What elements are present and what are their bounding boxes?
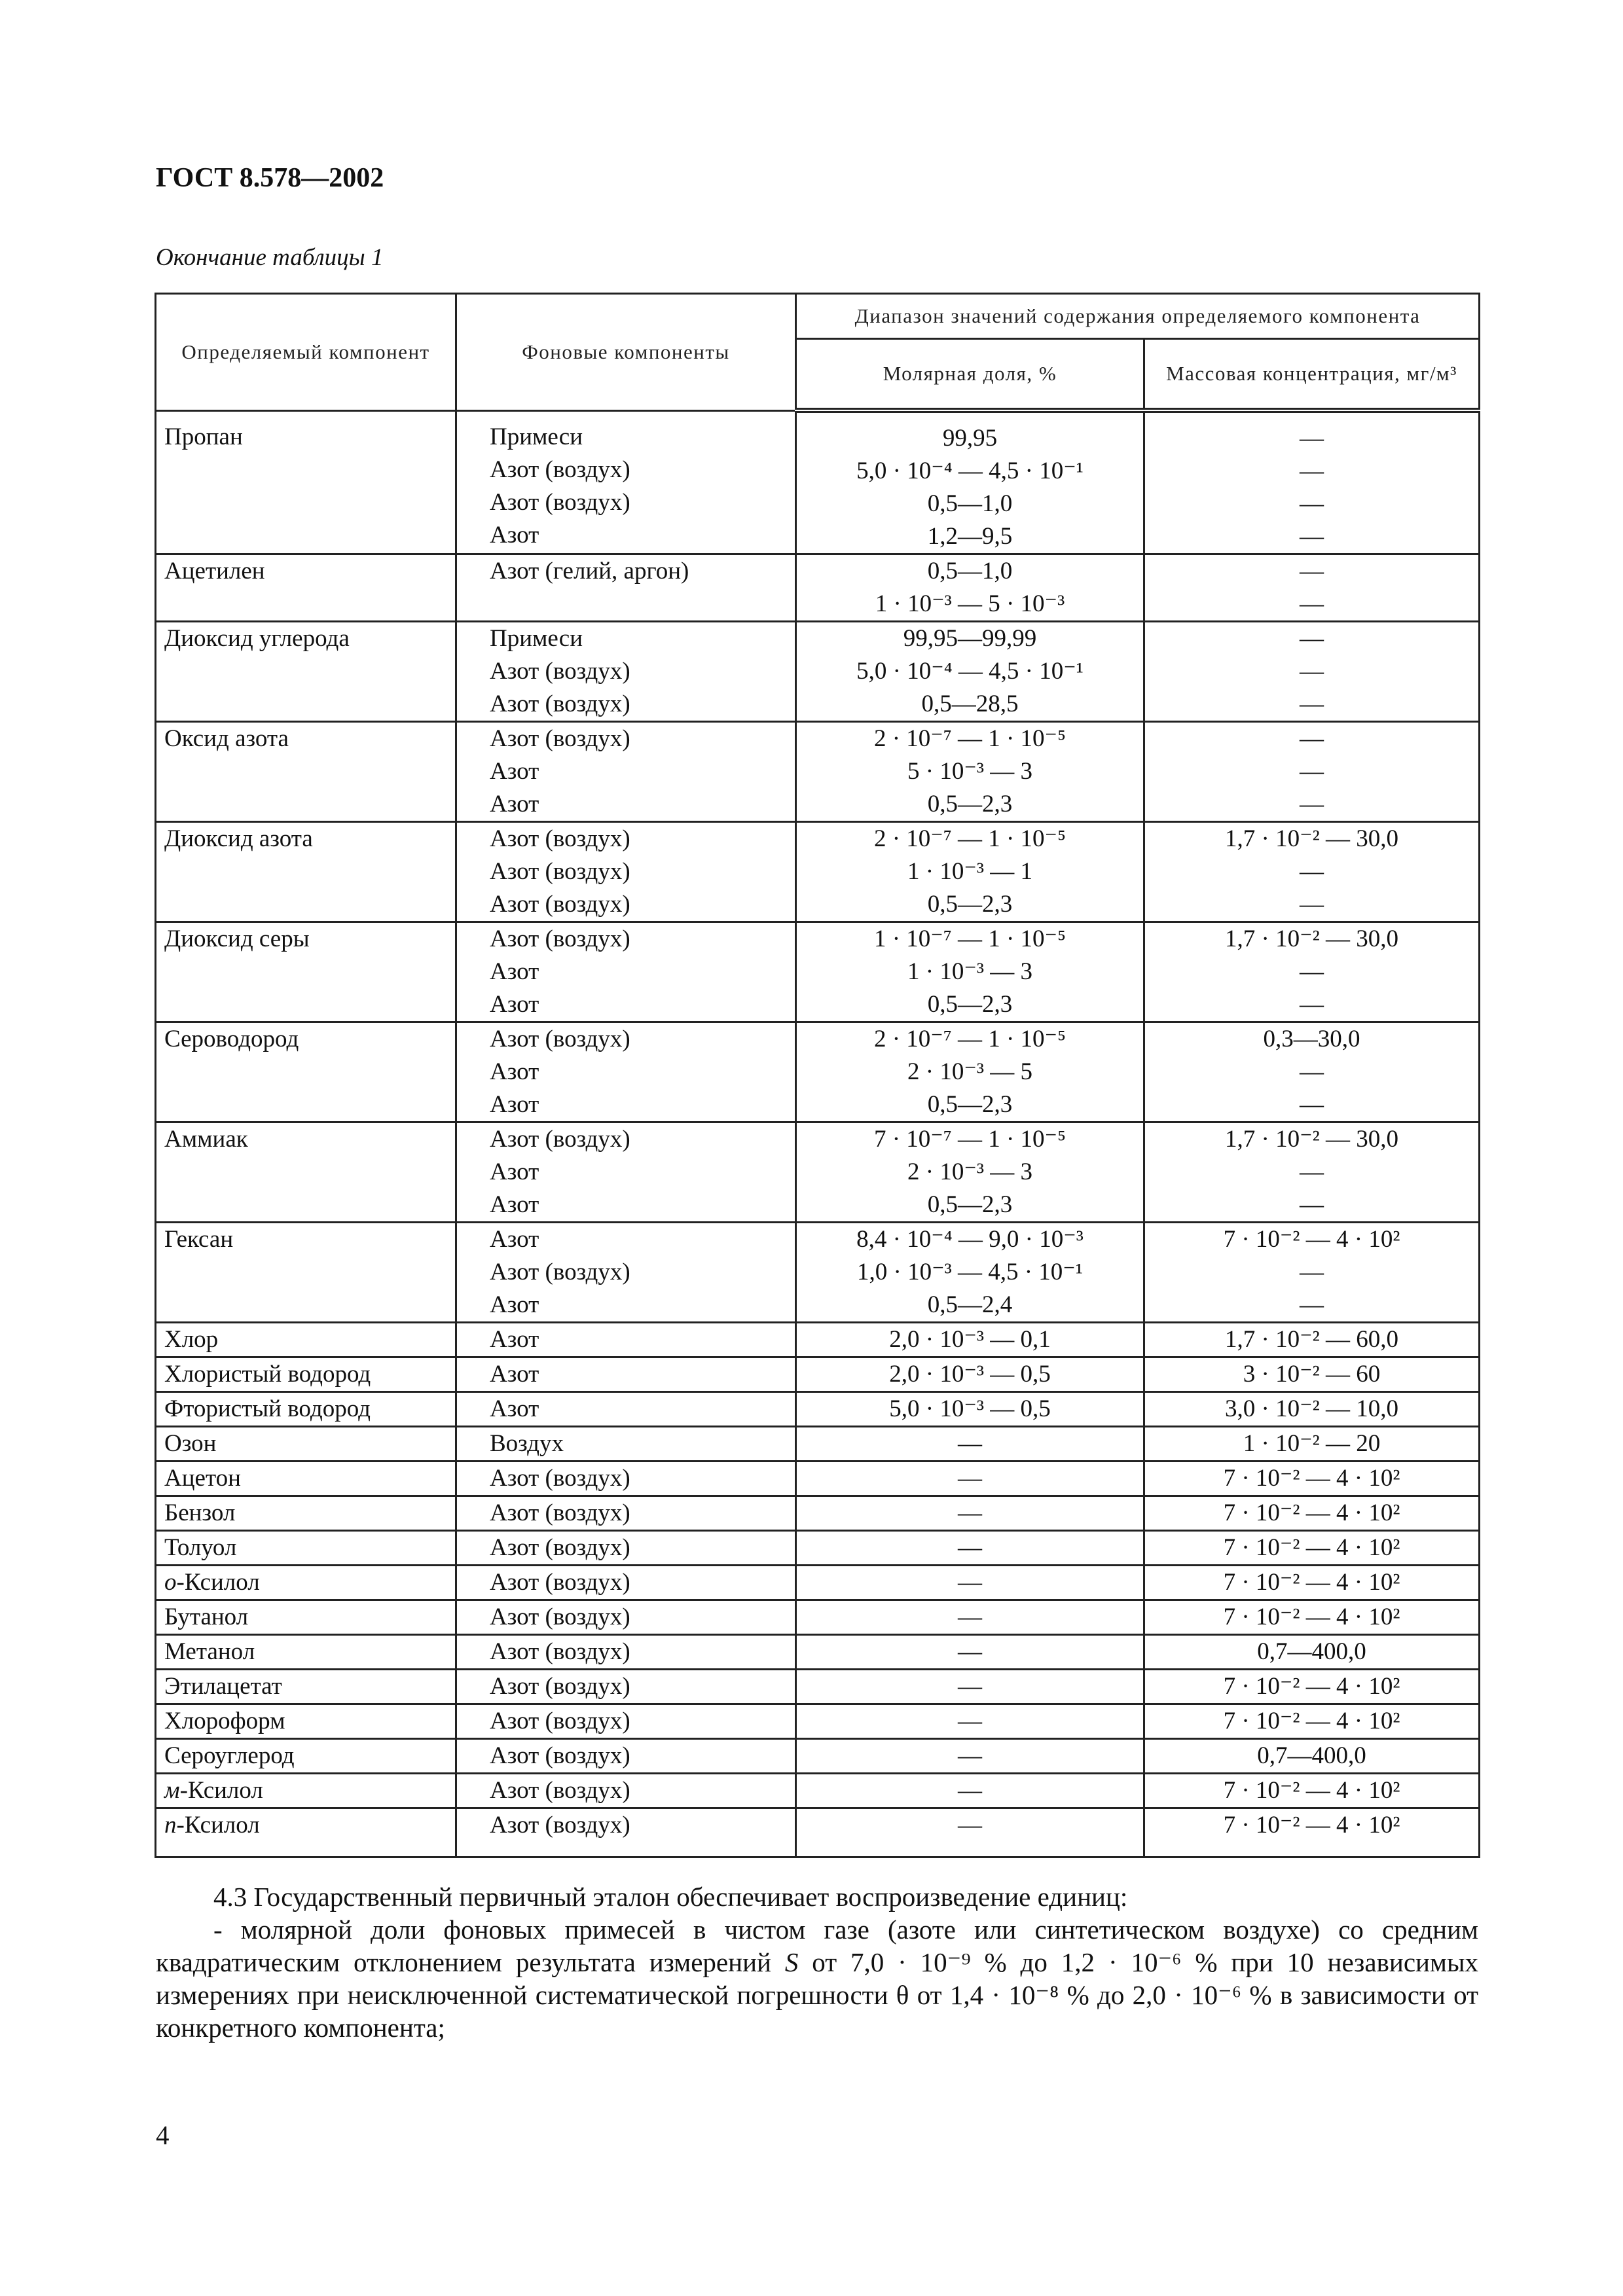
molar-value: 2 · 10⁻⁷ — 1 · 10⁻⁵ [873,725,1066,752]
background-value: Азот (воздух) [490,1742,630,1769]
background-value: Азот (воздух) [490,1812,630,1839]
cell-background [456,1531,796,1566]
mass-value: — [1300,590,1324,617]
mass-value: 1,7 · 10⁻² — 60,0 [1225,1326,1398,1353]
component-name: Диоксид азота [164,825,313,852]
table-row [156,1122,1480,1223]
mass-value: — [1300,691,1324,717]
cell-molar [796,1808,1144,1857]
cell-component [156,1427,456,1462]
mass-value: — [1300,1158,1324,1185]
cell-component [156,1774,456,1808]
molar-value: — [958,1499,982,1526]
molar-value: — [958,1708,982,1734]
mass-value: 3,0 · 10⁻² — 10,0 [1225,1395,1398,1422]
component-name: Аммиак [164,1126,248,1153]
header-component: Определяемый компонент [156,294,456,411]
background-value: Азот (воздух) [490,1126,630,1153]
background-value: Азот (воздух) [490,1465,630,1492]
cell-component [156,1704,456,1739]
molar-value: 1,0 · 10⁻³ — 4,5 · 10⁻¹ [857,1259,1083,1285]
background-value: Азот [490,1326,539,1353]
background-value: Азот [490,1158,539,1185]
cell-molar [796,410,1144,554]
cell-component [156,1670,456,1704]
background-value: Азот (воздух) [490,858,630,885]
molar-value: 2,0 · 10⁻³ — 0,1 [889,1326,1051,1353]
mass-value: — [1300,1191,1324,1218]
background-value: Азот (воздух) [490,725,630,752]
mass-value: — [1300,625,1324,652]
component-name: Оксид азота [164,725,289,752]
mass-value: 7 · 10⁻² — 4 · 10² [1223,1777,1400,1804]
cell-background [456,410,796,554]
component-name: Ацетилен [164,558,265,584]
mass-value: 7 · 10⁻² — 4 · 10² [1223,1708,1400,1734]
cell-mass [1144,1392,1480,1427]
cell-component [156,1635,456,1670]
table-row [156,1600,1480,1635]
molar-value: 2 · 10⁻³ — 3 [907,1158,1032,1185]
cell-mass [1144,410,1480,554]
molar-value: 1,2—9,5 [927,523,1013,550]
background-value: Азот [490,991,539,1018]
cell-background [456,1670,796,1704]
background-value: Примеси [490,423,583,450]
component-name: Озон [164,1430,217,1457]
cell-component [156,1022,456,1122]
background-value: Азот [490,1226,539,1253]
component-name: Сероводород [164,1026,299,1052]
cell-component [156,722,456,822]
header-range: Диапазон значений содержания определяемого компонента [796,294,1480,339]
mass-value: — [1300,1291,1324,1318]
mass-value: — [1300,1091,1324,1118]
table-row [156,1739,1480,1774]
mass-value: — [1300,991,1324,1018]
mass-value: 1,7 · 10⁻² — 30,0 [1225,825,1398,852]
cell-mass [1144,1739,1480,1774]
cell-background [456,922,796,1022]
molar-value: 5 · 10⁻³ — 3 [907,758,1032,785]
molar-value: 5,0 · 10⁻⁴ — 4,5 · 10⁻¹ [856,457,1084,484]
cell-molar [796,1223,1144,1323]
cell-molar [796,1739,1144,1774]
mass-value: 7 · 10⁻² — 4 · 10² [1223,1673,1400,1700]
component-name: Фтористый водород [164,1395,371,1422]
molar-value: 2 · 10⁻⁷ — 1 · 10⁻⁵ [873,1026,1066,1052]
cell-component [156,1808,456,1857]
background-value: Азот (воздух) [490,1026,630,1052]
molar-value: 99,95 [942,425,998,452]
background-value: Азот (воздух) [490,1638,630,1665]
cell-background [456,1774,796,1808]
mass-value: — [1300,858,1324,885]
cell-mass [1144,1323,1480,1357]
molar-value: 2 · 10⁻⁷ — 1 · 10⁻⁵ [873,825,1066,852]
mass-value: 1 · 10⁻² — 20 [1243,1430,1381,1457]
component-name: м-Ксилол [164,1777,263,1804]
cell-mass [1144,922,1480,1022]
paragraph: - молярной доли фоновых примесей в чистом газе (азоте или синтетическом воздухе) со средним квадратическим отклонением результата измерений S от 7,0 · 10⁻⁹ % до 1,2 · 10⁻⁶ % при 10 независимых измерениях при неисключенной систематической погрешности θ от 1,4 · 10⁻⁸ % до 2,0 · 10⁻⁶ % в зависимости от конкретного компонента; [156,1914,1478,2043]
cell-molar [796,1022,1144,1122]
background-value: Азот (воздух) [490,691,630,717]
component-name: о-Ксилол [164,1569,260,1596]
cell-background [456,1808,796,1857]
component-name: Толуол [164,1534,237,1561]
background-value: Воздух [490,1430,564,1457]
component-name: Ацетон [164,1465,241,1492]
molar-value: — [958,1465,982,1492]
component-name: Хлороформ [164,1708,285,1734]
molar-value: — [958,1534,982,1561]
cell-background [456,1392,796,1427]
cell-component [156,1496,456,1531]
table-caption: Окончание таблицы 1 [156,244,384,271]
cell-mass [1144,1462,1480,1496]
component-name: Бутанол [164,1604,249,1630]
table-row [156,1427,1480,1462]
background-value: Азот [490,1291,539,1318]
cell-mass [1144,622,1480,722]
cell-molar [796,922,1144,1022]
cell-component [156,1600,456,1635]
molar-value: 5,0 · 10⁻⁴ — 4,5 · 10⁻¹ [856,658,1084,685]
background-value: Азот [490,1191,539,1218]
cell-molar [796,1566,1144,1600]
mass-value: — [1300,425,1324,452]
molar-value: — [958,1777,982,1804]
cell-component [156,1323,456,1357]
molar-value: 2,0 · 10⁻³ — 0,5 [889,1361,1051,1388]
cell-component [156,410,456,554]
table-row [156,1223,1480,1323]
cell-molar [796,1600,1144,1635]
table-row [156,1670,1480,1704]
background-value: Азот [490,791,539,817]
molar-value: — [958,1604,982,1630]
background-value: Азот (воздух) [490,1569,630,1596]
component-name: Хлор [164,1326,219,1353]
component-name: Диоксид углерода [164,625,350,652]
background-value: Азот [490,1361,539,1388]
table-row [156,1531,1480,1566]
table-row [156,1496,1480,1531]
cell-mass [1144,1531,1480,1566]
cell-mass [1144,1223,1480,1323]
cell-background [456,1496,796,1531]
cell-background [456,1323,796,1357]
cell-mass [1144,554,1480,622]
cell-mass [1144,1427,1480,1462]
cell-background [456,1635,796,1670]
background-value: Азот (воздух) [490,1777,630,1804]
header-mass: Массовая концентрация, мг/м³ [1144,339,1480,411]
cell-mass [1144,1357,1480,1392]
cell-background [456,1600,796,1635]
header-background: Фоновые компоненты [456,294,796,411]
table-row [156,410,1480,554]
molar-value: 7 · 10⁻⁷ — 1 · 10⁻⁵ [873,1126,1066,1153]
background-value: Азот [490,1091,539,1118]
molar-value: 0,5—2,3 [927,1091,1013,1118]
molar-value: — [958,1569,982,1596]
molar-value: — [958,1638,982,1665]
molar-value: 8,4 · 10⁻⁴ — 9,0 · 10⁻³ [856,1226,1084,1253]
table-row [156,1635,1480,1670]
molar-value: — [958,1673,982,1700]
cell-background [456,1704,796,1739]
molar-value: 5,0 · 10⁻³ — 0,5 [889,1395,1051,1422]
cell-molar [796,1122,1144,1223]
cell-component [156,1122,456,1223]
background-value: Азот (гелий, аргон) [490,558,689,584]
molar-value: — [958,1430,982,1457]
mass-value: 1,7 · 10⁻² — 30,0 [1225,925,1398,952]
background-value: Азот [490,758,539,785]
background-value: Азот (воздух) [490,1499,630,1526]
background-value: Азот (воздух) [490,1708,630,1734]
mass-value: 0,3—30,0 [1263,1026,1360,1052]
cell-mass [1144,1635,1480,1670]
background-value: Азот (воздух) [490,488,630,516]
mass-value: — [1300,758,1324,785]
cell-mass [1144,722,1480,822]
component-name: Пропан [164,423,243,450]
mass-value: 7 · 10⁻² — 4 · 10² [1223,1812,1400,1839]
mass-value: 7 · 10⁻² — 4 · 10² [1223,1465,1400,1492]
molar-value: 1 · 10⁻⁷ — 1 · 10⁻⁵ [873,925,1066,952]
molar-value: — [958,1812,982,1839]
mass-value: — [1300,457,1324,484]
molar-value: 0,5—1,0 [927,558,1013,584]
background-value: Азот (воздух) [490,1259,630,1285]
table-body [156,410,1480,1857]
table-row [156,554,1480,622]
table-row [156,822,1480,922]
cell-molar [796,1462,1144,1496]
mass-value: — [1300,891,1324,918]
component-name: Хлористый водород [164,1361,371,1388]
cell-molar [796,1323,1144,1357]
component-name: п-Ксилол [164,1812,260,1839]
mass-value: 7 · 10⁻² — 4 · 10² [1223,1226,1400,1253]
background-value: Азот (воздух) [490,1534,630,1561]
background-value: Азот [490,1395,539,1422]
background-value: Азот (воздух) [490,891,630,918]
component-name: Бензол [164,1499,236,1526]
cell-mass [1144,822,1480,922]
mass-value: — [1300,1058,1324,1085]
cell-mass [1144,1774,1480,1808]
table-row [156,622,1480,722]
component-name: Сероуглерод [164,1742,295,1769]
molar-value: 0,5—2,3 [927,891,1013,918]
background-value: Азот [490,521,539,548]
cell-molar [796,1392,1144,1427]
mass-value: 3 · 10⁻² — 60 [1243,1361,1381,1388]
data-table [155,293,1478,1858]
cell-component [156,554,456,622]
cell-component [156,1223,456,1323]
molar-value: 1 · 10⁻³ — 1 [907,858,1032,885]
table-row [156,1704,1480,1739]
cell-component [156,1462,456,1496]
cell-mass [1144,1670,1480,1704]
cell-component [156,822,456,922]
mass-value: — [1300,1259,1324,1285]
cell-background [456,1022,796,1122]
table-row [156,722,1480,822]
cell-background [456,822,796,922]
cell-mass [1144,1566,1480,1600]
cell-molar [796,1496,1144,1531]
mass-value: — [1300,725,1324,752]
cell-background [456,622,796,722]
cell-molar [796,622,1144,722]
molar-value: 0,5—2,3 [927,1191,1013,1218]
cell-molar [796,1635,1144,1670]
table-row [156,1566,1480,1600]
table-row [156,922,1480,1022]
cell-component [156,1739,456,1774]
component-name: Метанол [164,1638,255,1665]
header-molar: Молярная доля, % [796,339,1144,411]
molar-value: 1 · 10⁻³ — 3 [907,958,1032,985]
cell-molar [796,1670,1144,1704]
cell-component [156,622,456,722]
mass-value: — [1300,791,1324,817]
table-row [156,1357,1480,1392]
cell-background [456,1462,796,1496]
mass-value: — [1300,958,1324,985]
background-value: Примеси [490,625,583,652]
mass-value: 7 · 10⁻² — 4 · 10² [1223,1569,1400,1596]
cell-molar [796,1774,1144,1808]
cell-component [156,922,456,1022]
molar-value: 0,5—2,3 [927,991,1013,1018]
component-name: Гексан [164,1226,234,1253]
molar-value: 0,5—1,0 [927,490,1013,517]
table-row [156,1323,1480,1357]
molar-value: — [958,1742,982,1769]
cell-background [456,1739,796,1774]
document-code: ГОСТ 8.578—2002 [156,163,384,193]
cell-mass [1144,1022,1480,1122]
molar-value: 1 · 10⁻³ — 5 · 10⁻³ [875,590,1065,617]
cell-mass [1144,1600,1480,1635]
cell-molar [796,554,1144,622]
cell-component [156,1392,456,1427]
cell-component [156,1531,456,1566]
table-row [156,1022,1480,1122]
mass-value: 7 · 10⁻² — 4 · 10² [1223,1604,1400,1630]
mass-value: — [1300,490,1324,517]
mass-value: 1,7 · 10⁻² — 30,0 [1225,1126,1398,1153]
body-text [156,1880,1478,2044]
page-number: 4 [156,2120,170,2150]
cell-molar [796,1427,1144,1462]
cell-molar [796,1704,1144,1739]
background-value: Азот (воздух) [490,456,630,483]
mass-value: — [1300,558,1324,584]
table-row [156,1392,1480,1427]
cell-molar [796,822,1144,922]
cell-background [456,1357,796,1392]
cell-mass [1144,1704,1480,1739]
molar-value: 0,5—2,3 [927,791,1013,817]
paragraph: 4.3 Государственный первичный эталон обеспечивает воспроизведение единиц: [213,1882,1128,1912]
cell-molar [796,722,1144,822]
cell-mass [1144,1808,1480,1857]
cell-background [456,1223,796,1323]
cell-background [456,1122,796,1223]
cell-mass [1144,1496,1480,1531]
table-row [156,1462,1480,1496]
cell-background [456,1566,796,1600]
background-value: Азот (воздух) [490,1673,630,1700]
background-value: Азот [490,1058,539,1085]
mass-value: — [1300,523,1324,550]
molar-value: 2 · 10⁻³ — 5 [907,1058,1032,1085]
cell-background [456,554,796,622]
mass-value: 7 · 10⁻² — 4 · 10² [1223,1534,1400,1561]
molar-value: 99,95—99,99 [903,625,1037,652]
background-value: Азот (воздух) [490,925,630,952]
mass-value: 0,7—400,0 [1257,1742,1366,1769]
molar-value: 0,5—2,4 [927,1291,1013,1318]
component-name: Этилацетат [164,1673,282,1700]
component-name: Диоксид серы [164,925,310,952]
cell-background [456,722,796,822]
background-value: Азот (воздух) [490,825,630,852]
mass-value: 7 · 10⁻² — 4 · 10² [1223,1499,1400,1526]
cell-background [456,1427,796,1462]
background-value: Азот (воздух) [490,1604,630,1630]
mass-value: — [1300,658,1324,685]
background-value: Азот (воздух) [490,658,630,685]
cell-component [156,1357,456,1392]
cell-molar [796,1531,1144,1566]
cell-component [156,1566,456,1600]
table-row [156,1808,1480,1857]
background-value: Азот [490,958,539,985]
cell-molar [796,1357,1144,1392]
table-row [156,1774,1480,1808]
molar-value: 0,5—28,5 [921,691,1019,717]
cell-mass [1144,1122,1480,1223]
mass-value: 0,7—400,0 [1257,1638,1366,1665]
